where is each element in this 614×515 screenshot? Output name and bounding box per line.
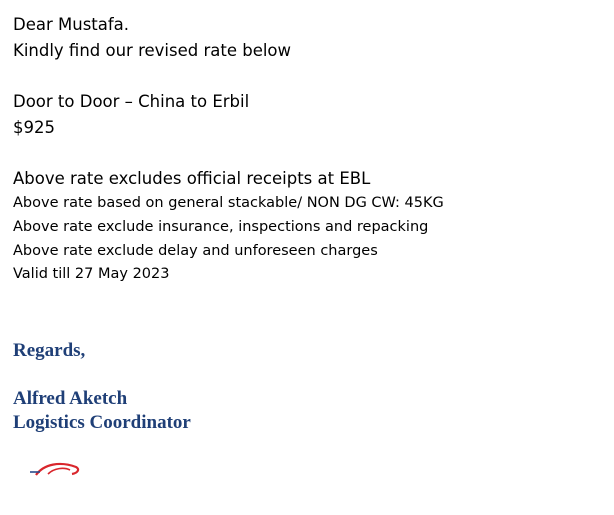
note-stackable: Above rate based on general stackable/ NON DG CW: 45KG xyxy=(13,195,444,211)
email-intro: Kindly find our revised rate below xyxy=(13,41,292,60)
signature-name: Alfred Aketch xyxy=(13,388,128,409)
company-logo-icon xyxy=(30,462,82,476)
signature-closing: Regards, xyxy=(13,340,86,361)
rate-route: Door to Door – China to Erbil xyxy=(13,92,250,111)
rate-price: $925 xyxy=(13,118,55,137)
note-validity: Valid till 27 May 2023 xyxy=(13,266,170,282)
email-greeting: Dear Mustafa. xyxy=(13,15,130,34)
note-official-receipts: Above rate excludes official receipts at EBL xyxy=(13,169,371,188)
signature-title: Logistics Coordinator xyxy=(13,412,191,433)
logo-swoosh-icon xyxy=(30,462,82,476)
note-insurance: Above rate exclude insurance, inspections and repacking xyxy=(13,219,429,235)
note-delay: Above rate exclude delay and unforeseen charges xyxy=(13,243,378,259)
